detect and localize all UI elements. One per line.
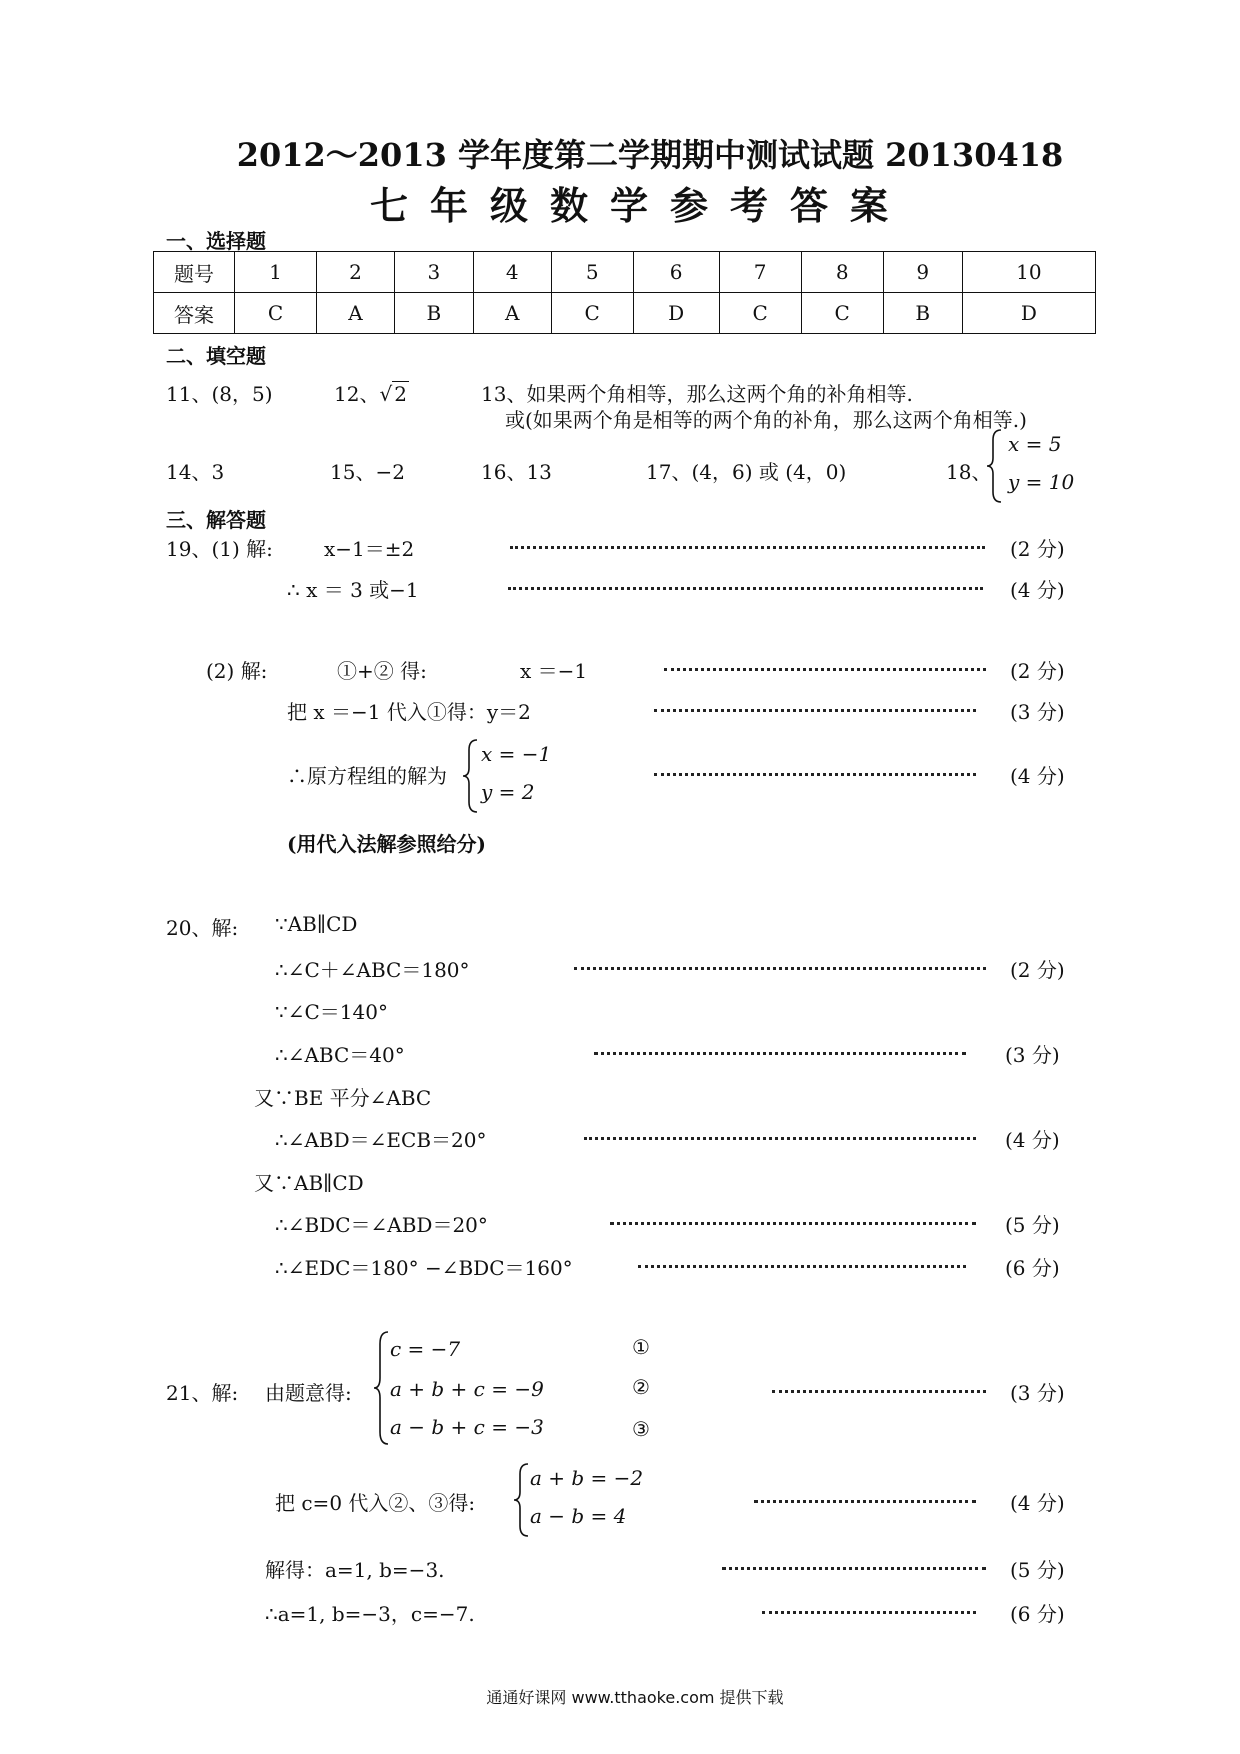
q21-intro: 由题意得: (265, 1381, 352, 1405)
equation-mark-1: ① (632, 1335, 650, 1359)
answer-q11: 11、(8，5) (166, 382, 273, 406)
answer-table (153, 251, 1096, 334)
dotted-leader (508, 587, 983, 590)
table-row (154, 252, 1096, 293)
score-mark: (4 分) (1005, 1128, 1060, 1152)
score-mark: (4 分) (1010, 578, 1065, 602)
q19-part2-substitute: 把 x ＝−1 代入①得：y＝2 (287, 700, 531, 724)
q18-equation-1: x = 5 (1008, 432, 1062, 456)
q20-line: ∵AB∥CD (275, 912, 358, 936)
table-row (154, 293, 1096, 334)
brace-icon (372, 1330, 392, 1446)
q19-part2-expr: x ＝−1 (520, 659, 588, 683)
q21-substitute-label: 把 c=0 代入②、③得: (275, 1491, 476, 1515)
footer-credit: 通通好课网 www.tthaoke.com 提供下载 (486, 1688, 784, 1707)
score-mark: (2 分) (1010, 659, 1065, 683)
dotted-leader (754, 1500, 976, 1503)
table-cell: 4 (473, 252, 551, 293)
q20-line: 又∵AB∥CD (254, 1171, 364, 1195)
dotted-leader (654, 773, 976, 776)
brace-icon (461, 738, 481, 814)
q21-sub-equation-2: a − b = 4 (530, 1504, 627, 1528)
dotted-leader (584, 1137, 976, 1140)
table-cell: D (633, 293, 719, 334)
q21-solve-line: 解得：a=1, b=−3. (265, 1558, 445, 1582)
answer-q15: 15、−2 (330, 460, 405, 484)
score-mark: (3 分) (1010, 700, 1065, 724)
answer-q13-line2: 或(如果两个角是相等的两个角的补角，那么这两个角相等.) (505, 408, 1027, 432)
table-cell: A (317, 293, 395, 334)
answer-q16: 16、13 (481, 460, 552, 484)
table-cell: C (235, 293, 317, 334)
dotted-leader (722, 1567, 986, 1570)
dotted-leader (610, 1222, 976, 1225)
q19-step1: x−1＝±2 (324, 537, 415, 561)
q21-label: 21、解: (166, 1381, 239, 1405)
q19-part2-step: ①+② 得: (337, 659, 427, 683)
score-mark: (3 分) (1005, 1043, 1060, 1067)
table-cell: D (962, 293, 1095, 334)
answer-q17: 17、(4，6) 或 (4，0) (646, 460, 847, 484)
q21-sub-equation-1: a + b = −2 (530, 1466, 644, 1490)
score-mark: (2 分) (1010, 537, 1065, 561)
q21-equation-3: a − b + c = −3 (390, 1415, 544, 1439)
q19-part2-label: (2) 解: (206, 659, 268, 683)
table-cell: B (394, 293, 473, 334)
q21-final-line: ∴a=1, b=−3，c=−7. (265, 1602, 475, 1626)
table-cell: A (473, 293, 551, 334)
equation-mark-2: ② (632, 1375, 650, 1399)
q18-equation-2: y = 10 (1008, 470, 1075, 494)
document-subtitle: 七年级数学参考答案 (369, 183, 910, 228)
dotted-leader (772, 1390, 986, 1393)
score-mark: (4 分) (1010, 1491, 1065, 1515)
score-mark: (5 分) (1010, 1558, 1065, 1582)
sqrt-radicand: 2 (394, 382, 407, 406)
table-header-cell: 题号 (154, 252, 235, 293)
q20-line: ∵∠C＝140° (275, 1000, 388, 1024)
q20-line: ∴∠C＋∠ABC＝180° (275, 958, 470, 982)
answer-q12-label: 12、 (334, 382, 380, 406)
brace-icon (512, 1462, 532, 1538)
document-title: 2012～2013 学年度第二学期期中测试试题 20130418 (236, 136, 1064, 174)
q19-solution-equation-2: y = 2 (481, 780, 535, 804)
table-cell: 9 (883, 252, 962, 293)
table-cell: C (551, 293, 633, 334)
dotted-leader (510, 546, 985, 549)
table-cell: B (883, 293, 962, 334)
dotted-leader (664, 668, 986, 671)
table-cell: 3 (394, 252, 473, 293)
dotted-leader (574, 967, 986, 970)
table-header-cell: 答案 (154, 293, 235, 334)
score-mark: (6 分) (1010, 1602, 1065, 1626)
q21-equation-1: c = −7 (390, 1337, 461, 1361)
table-cell: 1 (235, 252, 317, 293)
answer-q12 (334, 378, 409, 407)
q20-line: 又∵BE 平分∠ABC (254, 1086, 432, 1110)
table-cell: 2 (317, 252, 395, 293)
table-cell: 5 (551, 252, 633, 293)
score-mark: (4 分) (1010, 764, 1065, 788)
score-mark: (5 分) (1005, 1213, 1060, 1237)
table-cell: 10 (962, 252, 1095, 293)
table-cell: 8 (801, 252, 883, 293)
dotted-leader (638, 1265, 966, 1268)
q21-equation-2: a + b + c = −9 (390, 1377, 544, 1401)
sqrt-symbol: √ 2 (379, 382, 407, 406)
q20-line: ∴∠ABD＝∠ECB＝20° (275, 1128, 487, 1152)
grading-note: (用代入法解参照给分) (287, 832, 486, 856)
brace-icon (985, 428, 1005, 504)
equation-mark-3: ③ (632, 1417, 650, 1441)
table-cell: 7 (719, 252, 801, 293)
table-cell: C (801, 293, 883, 334)
q20-label: 20、解: (166, 916, 239, 940)
dotted-leader (654, 709, 976, 712)
table-cell: C (719, 293, 801, 334)
dotted-leader (762, 1611, 976, 1614)
answer-q18-label: 18、 (946, 460, 992, 484)
table-cell: 6 (633, 252, 719, 293)
section-heading-solve: 三、解答题 (166, 508, 266, 532)
section-heading-choice: 一、选择题 (166, 229, 266, 253)
answer-q13-line1: 13、如果两个角相等，那么这两个角的补角相等. (481, 382, 913, 406)
dotted-leader (594, 1052, 966, 1055)
q19-step2: ∴ x ＝ 3 或−1 (287, 578, 419, 602)
score-mark: (3 分) (1010, 1381, 1065, 1405)
q20-line: ∴∠EDC＝180° −∠BDC＝160° (275, 1256, 573, 1280)
answer-q14: 14、3 (166, 460, 225, 484)
score-mark: (6 分) (1005, 1256, 1060, 1280)
section-heading-fill: 二、填空题 (166, 344, 266, 368)
q20-line: ∴∠ABC＝40° (275, 1043, 405, 1067)
q19-part1-label: 19、(1) 解: (166, 537, 273, 561)
q19-part2-solution-label: ∴原方程组的解为 (287, 764, 447, 788)
score-mark: (2 分) (1010, 958, 1065, 982)
q20-line: ∴∠BDC＝∠ABD＝20° (275, 1213, 488, 1237)
q19-solution-equation-1: x = −1 (481, 742, 552, 766)
